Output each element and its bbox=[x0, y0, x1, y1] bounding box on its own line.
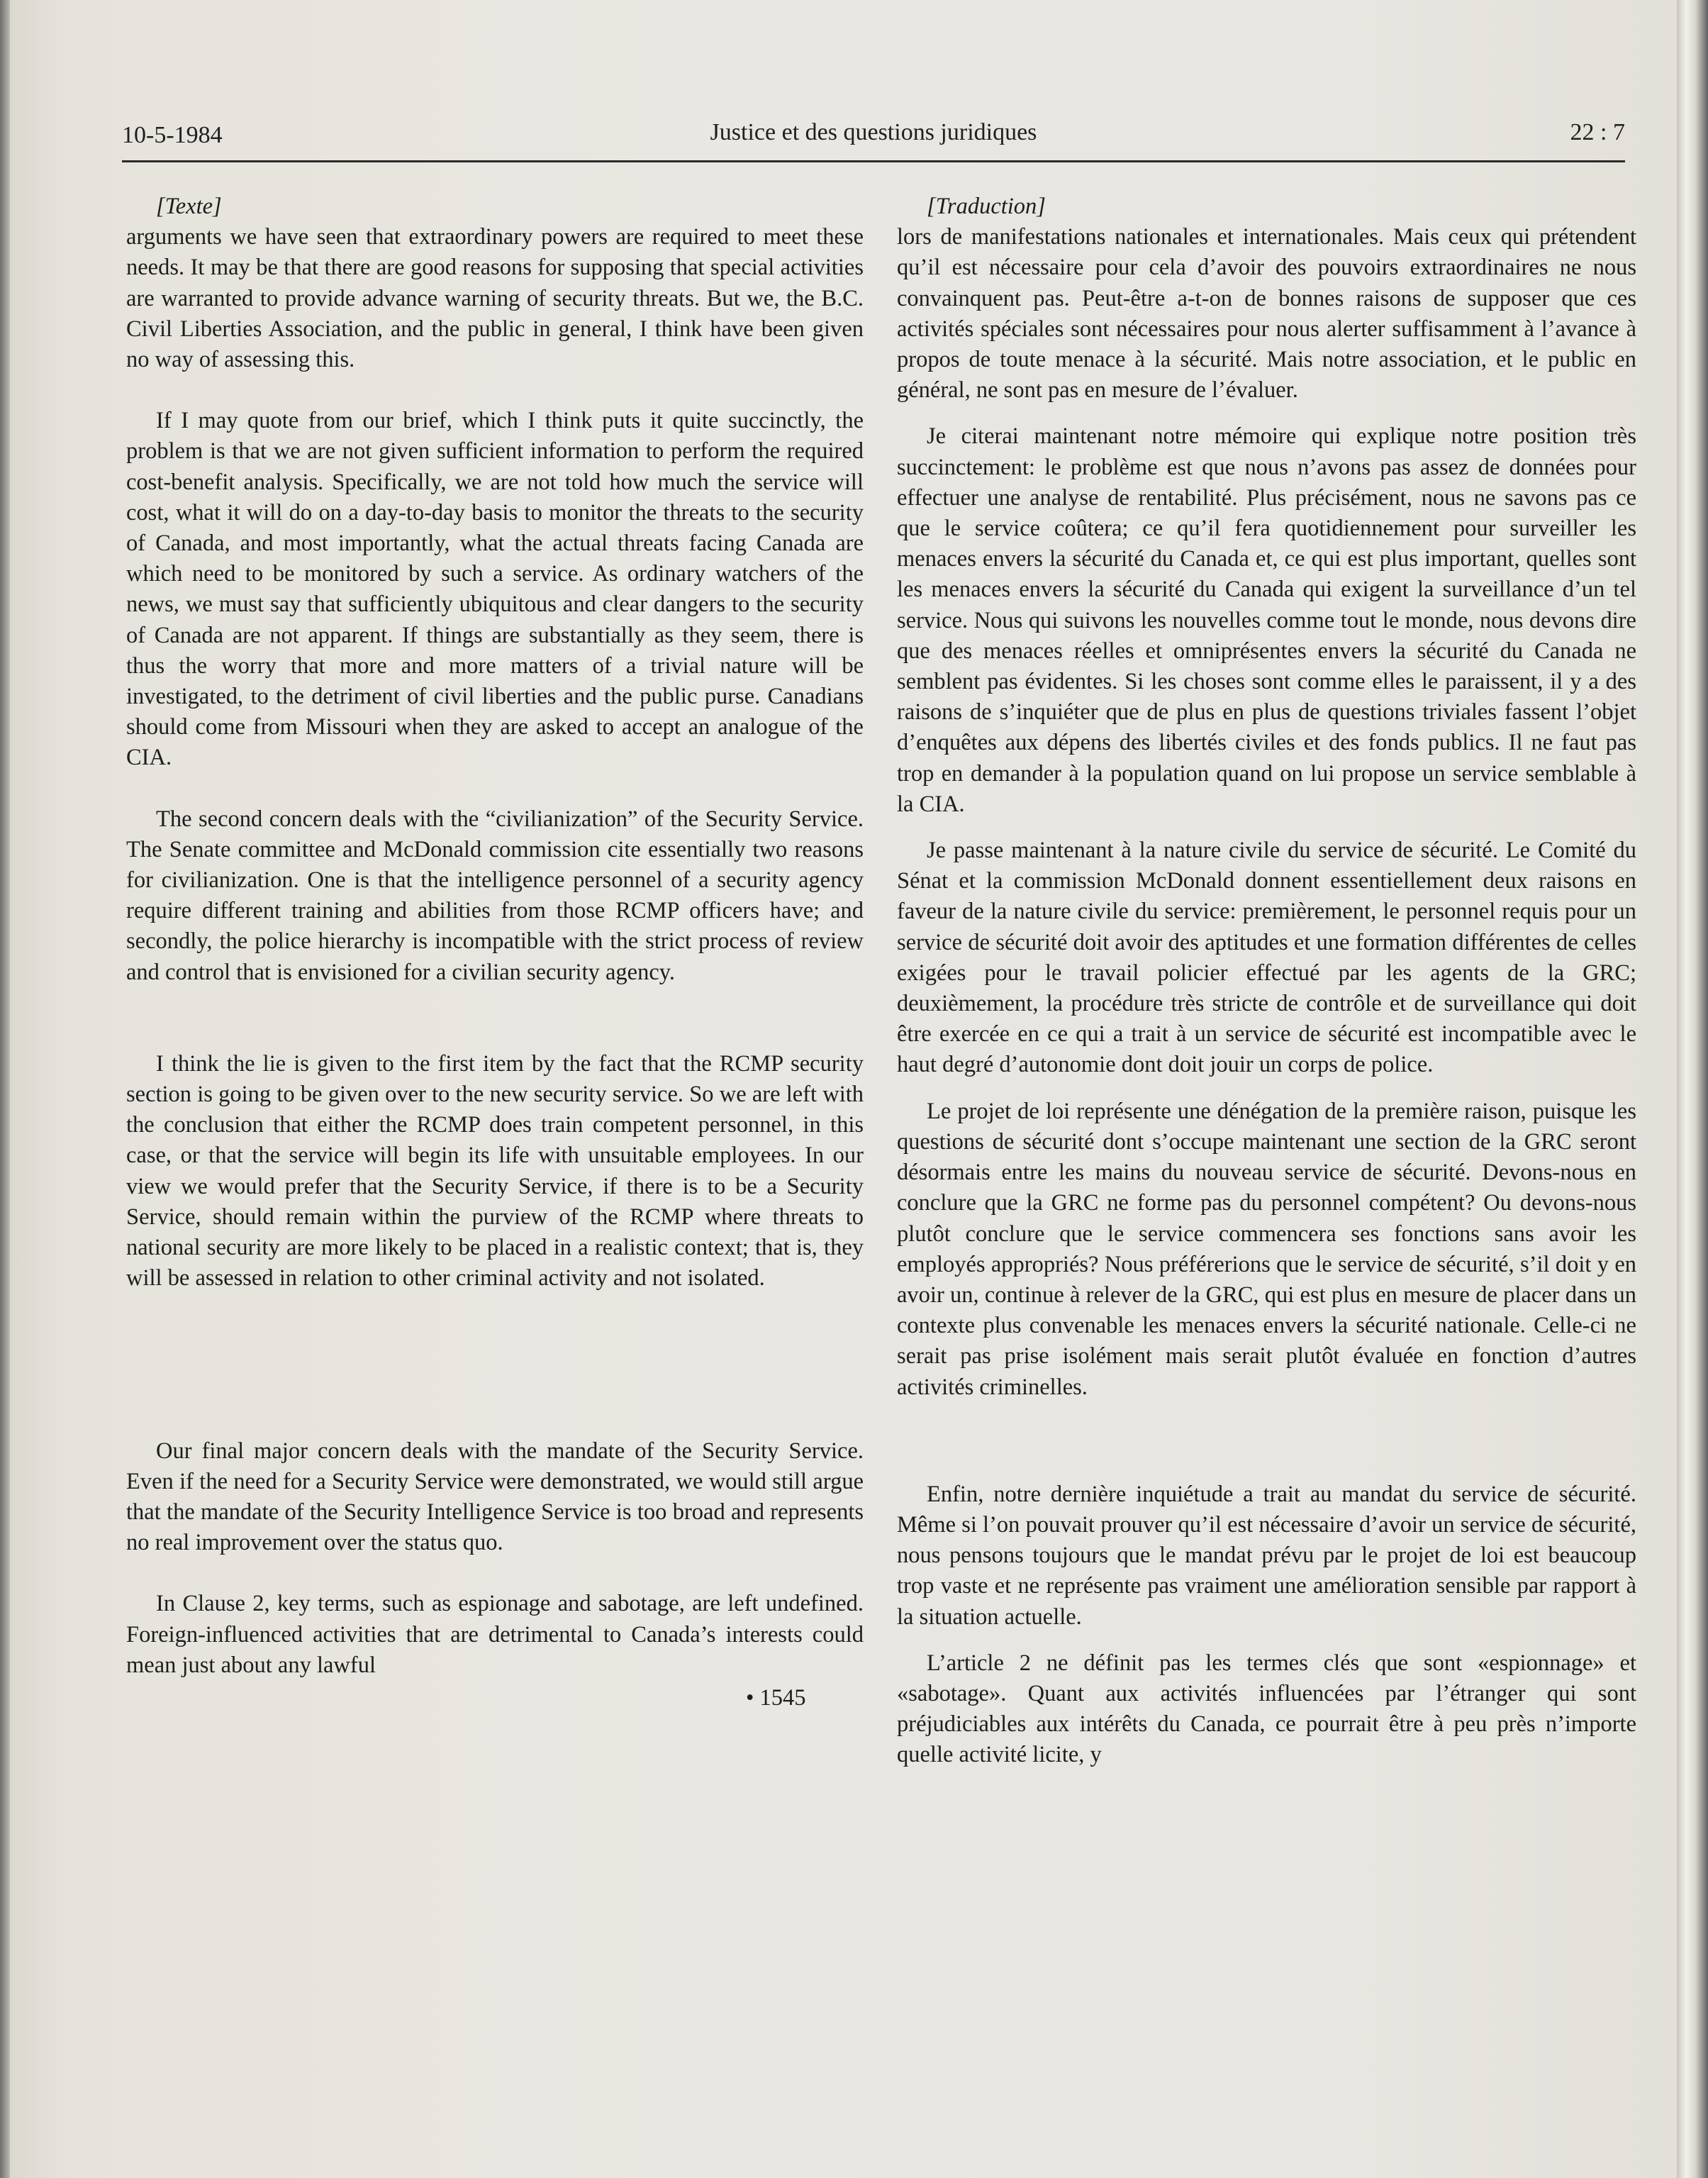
paragraph: I think the lie is given to the first item by the fact that the RCMP security section is going to be given over to the new security service. So we are left with the conclusion that either the RCMP does train competent personnel, in this case, or that the service will begin its life with unsuitable employees. In our view we would prefer that the Security Service, if there is to be a Security Service, should remain within the purview of the RCMP where threats to national security are more likely to be placed in a realistic context; that is, they will be assessed in relation to other criminal activity and not isolated. bbox=[126, 1050, 864, 1291]
paragraph: In Clause 2, key terms, such as espionage and sabotage, are left undefined. Foreign-influenced activities that are detrimental to Canada’s interests could mean just about any lawful bbox=[126, 1591, 864, 1678]
header-title: Justice et des questions juridiques bbox=[710, 119, 1037, 145]
language-tag-texte: [Texte] bbox=[156, 194, 222, 219]
paragraph: The second concern deals with the “civilianization” of the Security Service. The Senate committee and McDonald commission cite essentially two reasons for civilianization. One is that the intelligence personnel of a security agency require different training and abilities from those RCMP officers have; and secondly, the police hierarchy is incompatible with the strict process of review and control that is envisioned for a civilian security agency. bbox=[126, 806, 864, 985]
paragraph: lors de manifestations nationales et internationales. Mais ceux qui prétendent qu’il est nécessaire pour cela d’avoir des pouvoirs extraordinaires ne nous convainquent pas. Peut-être a-t-on de bonnes raisons de supposer que ces activités spéciales sont nécessaires pour nous alerter suffisamment à l’avance à propos de toute menace à la sécurité. Mais notre association, et le public en général, ne sont pas en mesure de l’évaluer. bbox=[897, 224, 1636, 404]
language-tag-traduction: [Traduction] bbox=[927, 194, 1046, 219]
paragraph: Le projet de loi représente une dénégation de la première raison, puisque les questions de sécurité dont s’occupe maintenant une section de la GRC seront désormais entre les mains du nouveau service de sécurité. Devons-nous en conclure que la GRC ne forme pas du personnel compétent? Ou devons-nous plutôt conclure que le service commencera ses fonctions sans avoir les employés appropriés? Nous préférerions que le service de sécurité, s’il doit y en avoir un, continue à relever de la GRC, qui est plus en mesure de placer dans un contexte plus convenable les menaces envers la sécurité nationale. Celle-ci ne serait pas prise isolément mais serait plutôt évaluée en fonction d’autres activités criminelles. bbox=[897, 1098, 1636, 1400]
time-marker: • 1545 bbox=[746, 1685, 806, 1711]
paragraph: Je citerai maintenant notre mémoire qui explique notre position très succinctement: le problème est que nous n’avons pas assez de données pour effectuer une analyse de rentabilité. Plus précisément, nous ne savons pas ce que le service coûtera; ce qu’il fera quotidiennement pour surveiller les menaces envers la sécurité du Canada et, ce qui est plus important, quelles sont les menaces envers la sécurité du Canada qui exigent la surveillance d’un tel service. Nous qui suivons les nouvelles comme tout le monde, nous devons dire que des menaces réelles et omniprésentes envers la sécurité du Canada ne semblent pas évidentes. Si les choses sont comme elles le paraissent, il y a des raisons de s’inquiéter que de plus en plus de questions triviales fassent l’objet d’enquêtes aux dépens des libertés civiles et des fonds publics. Il ne faut pas trop en demander à la population quand on lui propose un service semblable à la CIA. bbox=[897, 423, 1636, 817]
paragraph: If I may quote from our brief, which I think puts it quite succinctly, the problem is that we are not given sufficient information to perform the required cost-benefit analysis. Specifically, we are not told how much the service will cost, what it will do on a day-to-day basis to monitor the threats to the security of Canada, and most importantly, what the actual threats facing Canada are which need to be monitored by such a service. As ordinary watchers of the news, we must say that sufficiently ubiquitous and clear dangers to the security of Canada are not apparent. If things are substantially as they seem, there is thus the worry that more and more matters of a trivial nature will be investigated, to the detriment of civil liberties and the public purse. Canadians should come from Missouri when they are asked to accept an analogue of the CIA. bbox=[126, 408, 864, 771]
paragraph: Enfin, notre dernière inquiétude a trait au mandat du service de sécurité. Même si l’on pouvait prouver qu’il est nécessaire d’avoir un service de sécurité, nous pensons toujours que le mandat prévu par le projet de loi est beaucoup trop vaste et ne représente pas vraiment une amélioration sensible par rapport à la situation actuelle. bbox=[897, 1481, 1636, 1630]
english-column bbox=[126, 191, 864, 1681]
header-date: 10-5-1984 bbox=[122, 122, 223, 148]
header-page-number: 22 : 7 bbox=[1570, 119, 1625, 145]
paragraph: arguments we have seen that extraordinary powers are required to meet these needs. It may be that there are good reasons for supposing that special activities are warranted to provide advance warning of security threats. But we, the B.C. Civil Liberties Association, and the public in general, I think have been given no way of assessing this. bbox=[126, 224, 864, 373]
page-binding-edge bbox=[0, 0, 10, 2178]
paragraph: Je passe maintenant à la nature civile du service de sécurité. Le Comité du Sénat et la commission McDonald donnent essentiellement deux raisons en faveur de la nature civile du service: premièrement, le personnel requis pour un service de sécurité doit avoir des aptitudes et une formation différentes de celles exigées pour le travail policier effectué par les agents de la GRC; deuxièmement, la procédure très stricte de contrôle et de surveillance qui doit être exercée en ce qui a trait à un service de sécurité est incompatible avec le haut degré d’autonomie dont doit jouir un corps de police. bbox=[897, 838, 1636, 1078]
paragraph: Our final major concern deals with the mandate of the Security Service. Even if the need for a Security Service were demonstrated, we would still argue that the mandate of the Security Intelligence Service is too broad and represents no real improvement over the status quo. bbox=[126, 1438, 864, 1556]
page-stack-edge bbox=[1677, 0, 1708, 2178]
page-header bbox=[122, 119, 1625, 162]
paragraph: L’article 2 ne définit pas les termes clés que sont «espionnage» et «sabotage». Quant aux activités influencées par l’étranger qui sont préjudiciables aux intérêts du Canada, ce pourrait être à peu près n’importe quelle activité licite, y bbox=[897, 1650, 1636, 1768]
french-column bbox=[897, 191, 1636, 1771]
